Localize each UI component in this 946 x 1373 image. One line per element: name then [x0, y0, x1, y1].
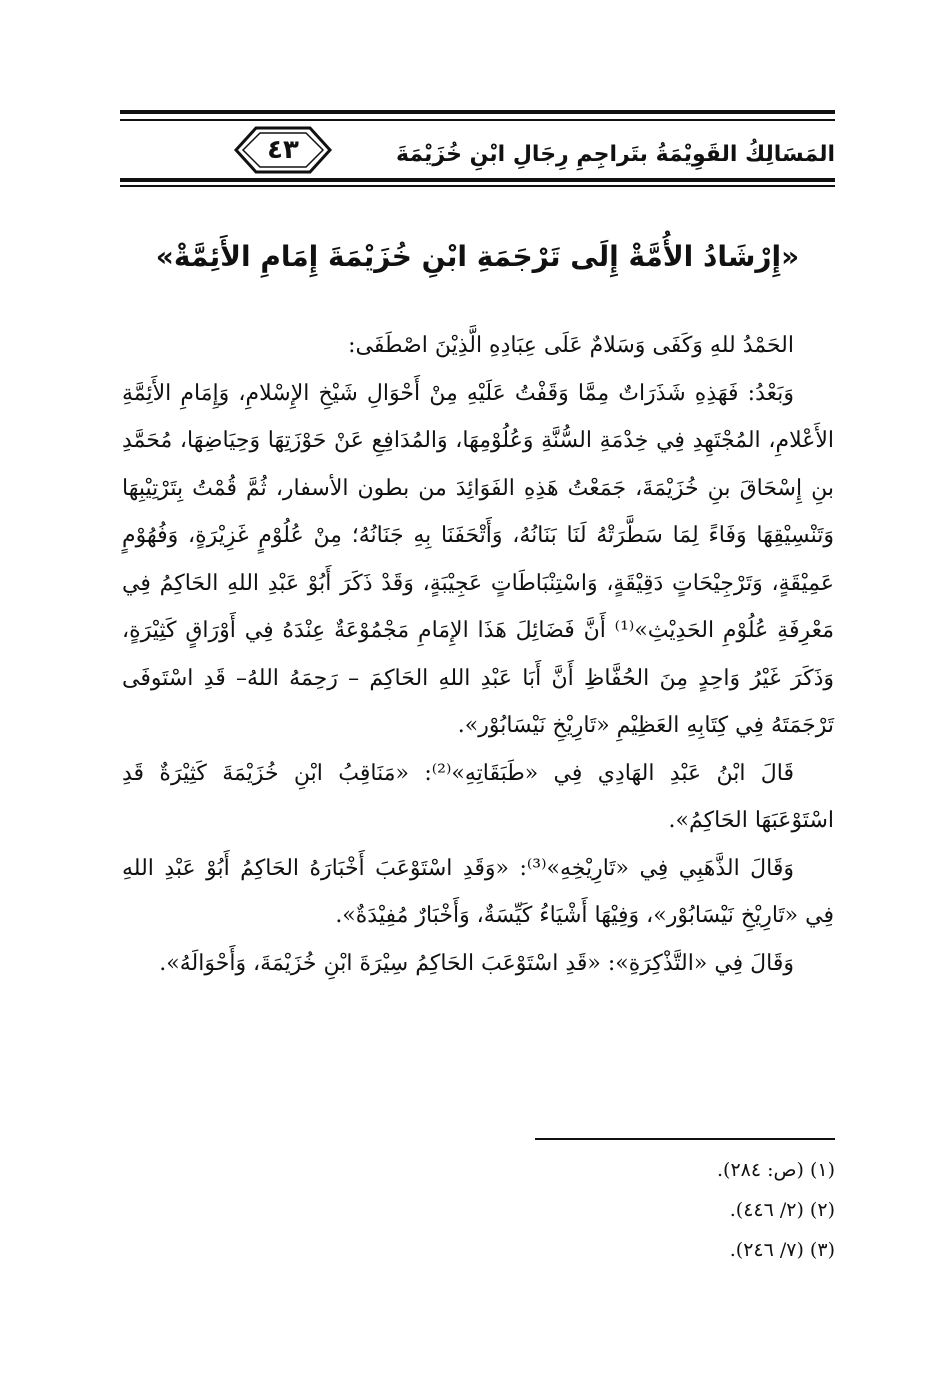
- paragraph: وَقَالَ فِي «التَّذْكِرَةِ»: «قَدِ اسْتَوْعَبَ الحَاكِمُ سِيْرَةَ ابْنِ خُزَيْمَةَ، وَأَحْوَالَهُ».: [159, 950, 794, 976]
- header-rule-bottom-thin: [120, 185, 835, 187]
- header-rule-top-thin: [120, 119, 835, 121]
- page-number-badge: [232, 124, 334, 176]
- header-rule-top: [120, 110, 835, 114]
- paragraph: وَقَالَ الذَّهَبِي فِي «تَارِيْخِهِ»⁽³⁾: «وَقَدِ اسْتَوْعَبَ أَخْبَارَهُ الحَاكِمُ أَبُوْ عَبْدِ اللهِ فِي «تَارِيْخِ نَيْسَابُوْر»، وَفِيْهَا أَشْيَاءُ كَيِّسَةٌ، وَأَخْبَارٌ مُفِيْدَةٌ».: [122, 855, 834, 928]
- footnotes: [500, 1150, 835, 1270]
- page-number: ٤٣: [267, 135, 299, 165]
- footnote-separator: [535, 1138, 835, 1140]
- running-title: المَسَالِكُ القَوِيْمَةُ بتَراجِمِ رِجَالِ ابْنِ خُزَيْمَةَ: [396, 142, 835, 167]
- header-rule-bottom: [120, 178, 835, 182]
- paragraph: قَالَ ابْنُ عَبْدِ الهَادِي فِي «طَبَقَاتِهِ»⁽²⁾: «مَنَاقِبُ ابْنِ خُزَيْمَةَ كَثِيْرَةٌ قَدِ اسْتَوْعَبَهَا الحَاكِمُ».: [122, 760, 834, 833]
- footnote: (٢) (٢/ ٤٤٦).: [729, 1199, 835, 1221]
- paragraph: الحَمْدُ للهِ وَكَفَى وَسَلامٌ عَلَى عِبَادِهِ الَّذِيْنَ اصْطَفَى:: [348, 333, 794, 358]
- page-header: [120, 110, 835, 190]
- chapter-title: «إِرْشَادُ الأُمَّةْ إِلَى تَرْجَمَةِ ابْنِ خُزَيْمَةَ إِمَامِ الأَئِمَّةْ»: [155, 240, 800, 273]
- body-text: [122, 322, 834, 987]
- paragraph: وَبَعْدُ: فَهَذِهِ شَذَرَاتٌ مِمَّا وَقَفْتُ عَلَيْهِ مِنْ أَحْوَالِ شَيْخِ الإِسْلامِ، وَإِمَامِ الأَئِمَّةِ الأَعْلامِ، المُجْتَهِدِ فِي خِدْمَةِ السُّنَّةِ وَعُلُوْمِهَا، وَالمُدَافِعِ عَنْ حَوْزَتِهَا وَحِيَاضِهَا، مُحَمَّدِ بنِ إِسْحَاقَ بنِ خُزَيْمَةَ، جَمَعْتُ هَذِهِ الفَوَائِدَ من بطون الأسفار، ثُمَّ قُمْتُ بِتَرْتِيْبِهَا وَتَنْسِيْقِهَا وَفَاءً لِمَا سَطَّرَتْهُ لَنَا بَنَانُهُ، وَأَتْحَفَنَا بِهِ جَنَانُهُ؛ مِنْ عُلُوْمٍ غَزِيْرَةٍ، وَفُهُوْمٍ عَمِيْقَةٍ، وَتَرْجِيْحَاتٍ دَقِيْقَةٍ، وَاسْتِنْبَاطَاتٍ عَجِيْبَةٍ، وَقَدْ ذَكَرَ أَبُوْ عَبْدِ اللهِ الحَاكِمُ فِي مَعْرِفَةِ عُلُوْمِ الحَدِيْثِ»⁽¹⁾ أَنَّ فَضَائِلَ هَذَا الإِمَامِ مَجْمُوْعَةٌ عِنْدَهُ فِي أَوْرَاقٍ كَثِيْرَةٍ، وَذَكَرَ غَيْرُ وَاحِدٍ مِنَ الحُفَّاظِ أَنَّ أَبَا عَبْدِ اللهِ الحَاكِمَ – رَحِمَهُ اللهُ– قَدِ اسْتَوفَى تَرْجَمَتَهُ فِي كِتَابِهِ العَظِيْمِ «تَارِيْخِ نَيْسَابُوْر».: [122, 380, 834, 738]
- footnote: (١) (ص: ٢٨٤).: [717, 1159, 835, 1181]
- footnote: (٣) (٧/ ٢٤٦).: [729, 1239, 835, 1261]
